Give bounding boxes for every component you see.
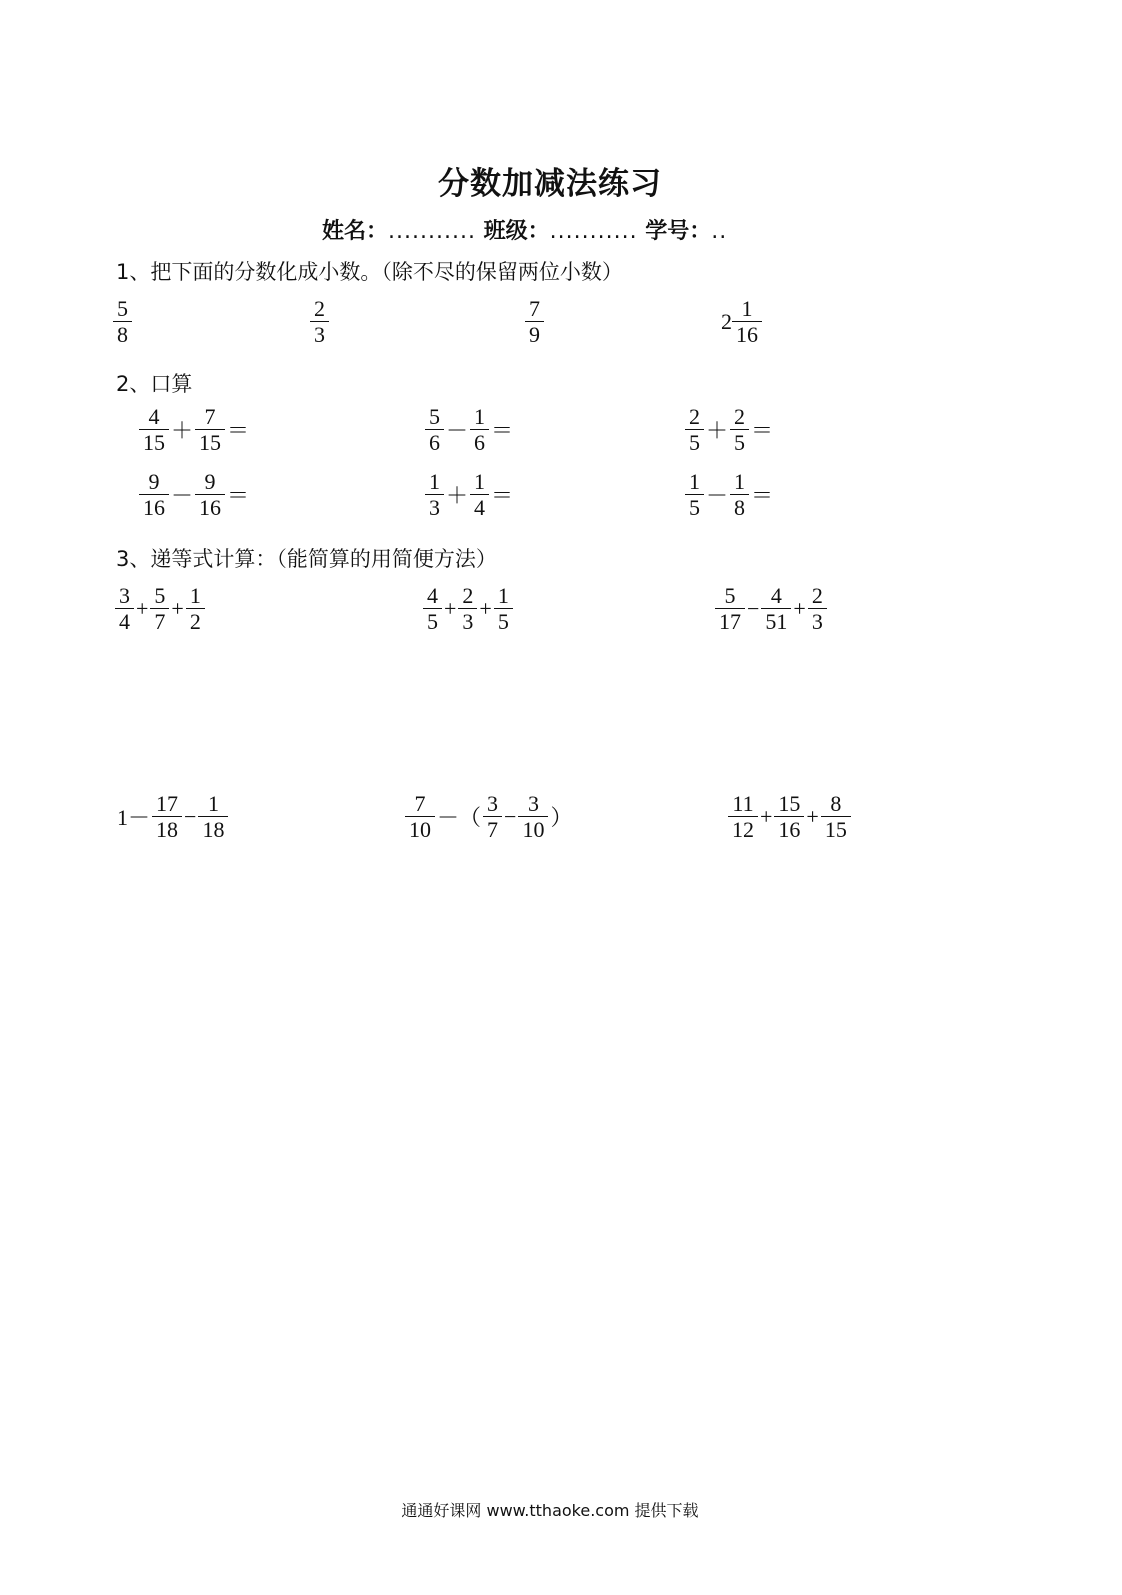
numerator: 8 bbox=[830, 791, 842, 816]
q3-expression-6 bbox=[729, 792, 850, 841]
q2-expression-2 bbox=[426, 405, 516, 454]
q1-fraction-1 bbox=[114, 297, 131, 346]
numerator: 15 bbox=[778, 791, 801, 816]
numerator: 7 bbox=[414, 791, 426, 816]
numerator: 1 bbox=[207, 791, 219, 816]
fraction bbox=[188, 584, 203, 633]
operator: ＋ bbox=[446, 483, 469, 509]
student-info-line bbox=[322, 214, 727, 245]
denominator: 16 bbox=[774, 816, 804, 841]
operator: ＋ bbox=[171, 418, 194, 444]
fraction bbox=[407, 792, 433, 841]
numerator: 5 bbox=[724, 583, 736, 608]
denominator: 3 bbox=[425, 494, 444, 519]
denominator: 15 bbox=[195, 429, 225, 454]
denominator: 8 bbox=[113, 321, 132, 346]
numerator: 4 bbox=[770, 583, 782, 608]
fraction bbox=[730, 792, 756, 841]
q3-expression-5 bbox=[406, 792, 575, 841]
class-blank: ........... bbox=[549, 219, 638, 244]
denominator: 3 bbox=[808, 608, 827, 633]
denominator: 5 bbox=[685, 494, 704, 519]
numerator: 4 bbox=[427, 583, 438, 608]
denominator: 6 bbox=[425, 429, 444, 454]
equals-sign: ＝ bbox=[491, 418, 514, 444]
numerator: 7 bbox=[204, 404, 216, 429]
denominator: 4 bbox=[470, 494, 489, 519]
fraction bbox=[200, 792, 226, 841]
q2-expression-1 bbox=[140, 405, 252, 454]
denominator: 5 bbox=[685, 429, 704, 454]
q3-expression-4 bbox=[114, 792, 227, 841]
numerator: 9 bbox=[204, 469, 216, 494]
denominator: 51 bbox=[761, 608, 791, 633]
q1-fraction-3 bbox=[526, 297, 543, 346]
denominator: 10 bbox=[405, 816, 435, 841]
numerator: 1 bbox=[189, 583, 201, 608]
denominator: 5 bbox=[423, 608, 442, 633]
q2-expression-4 bbox=[140, 470, 252, 519]
name-blank: ........... bbox=[388, 219, 476, 244]
denominator: 2 bbox=[186, 608, 205, 633]
operator: + bbox=[760, 803, 773, 829]
numerator: 1 bbox=[689, 469, 700, 494]
numerator: 3 bbox=[119, 583, 130, 608]
denominator: 7 bbox=[150, 608, 169, 633]
section-2-heading: 2、口算 bbox=[116, 372, 193, 396]
numerator: 1 bbox=[474, 469, 486, 494]
operator: + bbox=[171, 595, 184, 621]
fraction bbox=[687, 470, 702, 519]
fraction bbox=[197, 470, 223, 519]
numerator: 2 bbox=[689, 404, 700, 429]
q3-expression-3 bbox=[716, 584, 826, 633]
operator: + bbox=[479, 595, 492, 621]
q1-fraction-2 bbox=[311, 297, 328, 346]
denominator: 9 bbox=[525, 321, 544, 346]
fraction bbox=[427, 470, 442, 519]
fraction bbox=[472, 405, 487, 454]
fraction bbox=[687, 405, 702, 454]
equals-sign: ＝ bbox=[751, 483, 774, 509]
equals-sign: ＝ bbox=[751, 418, 774, 444]
denominator: 3 bbox=[310, 321, 329, 346]
fraction bbox=[312, 297, 327, 346]
denominator: 15 bbox=[139, 429, 169, 454]
operator: − bbox=[504, 803, 517, 829]
footer-source-text: 通通好课网 www.tthaoke.com 提供下载 bbox=[401, 1501, 699, 1520]
denominator: 5 bbox=[730, 429, 749, 454]
fraction bbox=[485, 792, 500, 841]
student-number-label: 学号： bbox=[645, 219, 712, 244]
denominator: 16 bbox=[732, 321, 762, 346]
numerator: 11 bbox=[732, 791, 754, 816]
fraction bbox=[152, 584, 167, 633]
q1-mixed-number bbox=[721, 297, 761, 346]
equals-sign: ＝ bbox=[491, 483, 514, 509]
fraction bbox=[472, 470, 487, 519]
q3-expression-1 bbox=[116, 584, 204, 633]
fraction bbox=[732, 405, 747, 454]
operator: + bbox=[793, 595, 806, 621]
class-label: 班级： bbox=[483, 219, 550, 244]
numerator: 2 bbox=[734, 404, 746, 429]
numerator: 5 bbox=[429, 404, 440, 429]
operator: － bbox=[706, 483, 729, 509]
denominator: 7 bbox=[483, 816, 502, 841]
operator: + bbox=[136, 595, 149, 621]
denominator: 4 bbox=[115, 608, 134, 633]
numerator: 4 bbox=[148, 404, 160, 429]
fraction bbox=[115, 297, 130, 346]
fraction bbox=[117, 584, 132, 633]
numerator: 9 bbox=[148, 469, 160, 494]
q3-expression-2 bbox=[424, 584, 512, 633]
numerator: 1 bbox=[497, 583, 509, 608]
denominator: 5 bbox=[494, 608, 513, 633]
q2-expression-5 bbox=[426, 470, 516, 519]
page-title: 分数加减法练习 bbox=[438, 166, 662, 202]
denominator: 6 bbox=[470, 429, 489, 454]
numerator: 1 bbox=[474, 404, 486, 429]
section-3-heading: 3、递等式计算：（能简算的用简便方法） bbox=[116, 547, 497, 571]
fraction bbox=[823, 792, 849, 841]
fraction bbox=[776, 792, 802, 841]
operator: + bbox=[444, 595, 457, 621]
fraction bbox=[520, 792, 546, 841]
fraction bbox=[734, 297, 760, 346]
denominator: 18 bbox=[198, 816, 228, 841]
numerator: 7 bbox=[529, 296, 540, 321]
numerator: 3 bbox=[527, 791, 539, 816]
fraction bbox=[427, 405, 442, 454]
denominator: 10 bbox=[518, 816, 548, 841]
denominator: 8 bbox=[730, 494, 749, 519]
leading-term: 1－ bbox=[117, 805, 151, 831]
fraction bbox=[810, 584, 825, 633]
denominator: 16 bbox=[195, 494, 225, 519]
fraction bbox=[425, 584, 440, 633]
numerator: 1 bbox=[741, 296, 753, 321]
whole-part: 2 bbox=[721, 308, 732, 334]
fraction bbox=[732, 470, 747, 519]
fraction bbox=[527, 297, 542, 346]
denominator: 17 bbox=[715, 608, 745, 633]
fraction bbox=[154, 792, 180, 841]
q2-expression-6 bbox=[686, 470, 776, 519]
numerator: 17 bbox=[156, 791, 179, 816]
denominator: 15 bbox=[821, 816, 851, 841]
denominator: 18 bbox=[152, 816, 182, 841]
operator: －（ bbox=[437, 805, 482, 831]
equals-sign: ＝ bbox=[227, 483, 250, 509]
fraction bbox=[141, 405, 167, 454]
q2-expression-3 bbox=[686, 405, 776, 454]
numerator: 1 bbox=[734, 469, 746, 494]
fraction bbox=[141, 470, 167, 519]
fraction bbox=[717, 584, 743, 633]
denominator: 3 bbox=[458, 608, 477, 633]
name-label: 姓名： bbox=[322, 219, 389, 244]
operator: − bbox=[184, 803, 197, 829]
numerator: 3 bbox=[487, 791, 499, 816]
operator: － bbox=[446, 418, 469, 444]
numerator: 2 bbox=[462, 583, 474, 608]
operator: ＋ bbox=[706, 418, 729, 444]
numerator: 2 bbox=[314, 296, 325, 321]
numerator: 5 bbox=[154, 583, 166, 608]
denominator: 16 bbox=[139, 494, 169, 519]
fraction bbox=[496, 584, 511, 633]
student-number-blank: .. bbox=[711, 219, 728, 244]
closing-paren: ） bbox=[550, 805, 573, 831]
numerator: 2 bbox=[811, 583, 823, 608]
operator: － bbox=[171, 483, 194, 509]
numerator: 5 bbox=[117, 296, 128, 321]
numerator: 1 bbox=[429, 469, 440, 494]
section-1-heading: 1、把下面的分数化成小数。（除不尽的保留两位小数） bbox=[116, 260, 623, 284]
fraction bbox=[460, 584, 475, 633]
equals-sign: ＝ bbox=[227, 418, 250, 444]
operator: + bbox=[806, 803, 819, 829]
denominator: 12 bbox=[728, 816, 758, 841]
fraction bbox=[763, 584, 789, 633]
operator: − bbox=[747, 595, 760, 621]
fraction bbox=[197, 405, 223, 454]
